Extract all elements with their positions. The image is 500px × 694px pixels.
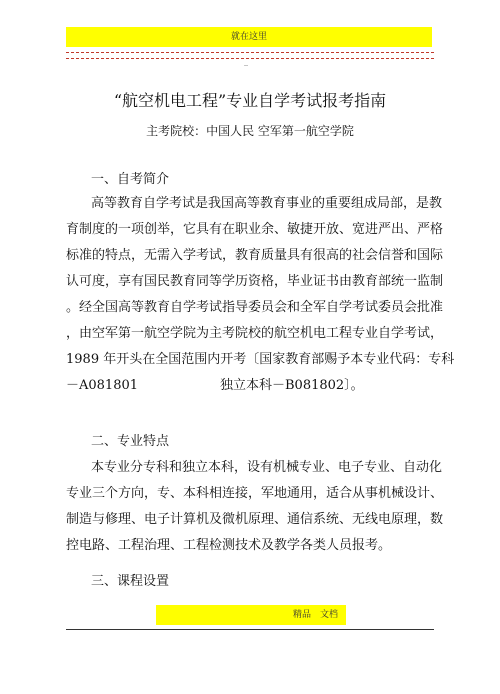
paragraph-line: 本专业分专科和独立本科，设有机械专业、电子专业、自动化 [91, 460, 443, 475]
program-code-bachelor: 独立本科－B081802〕。 [220, 378, 364, 393]
program-code-specialist: －A081801 [66, 378, 139, 393]
paragraph-line: 育制度的一项创举，它具有在职业余、敏捷开放、宽进严出、严格 [66, 222, 444, 237]
footer-rule [66, 629, 434, 630]
paragraph-line: 高等教育自学考试是我国高等教育事业的重要组成局部，是教 [91, 196, 443, 211]
header-text: 就在这里 [230, 32, 267, 42]
paragraph-line: 控电路、工程治理、工程检测技术及教学各类人员报考。 [66, 538, 392, 553]
header-mark: -- [244, 62, 249, 69]
sponsor-line: 主考院校：中国人民 空军第一航空学院 [146, 124, 354, 138]
paragraph-line: 1989 年开头在全国范围内开考〔国家教育部赐予本专业代码：专科 [66, 352, 455, 367]
header-dashed-line-bottom [66, 58, 434, 59]
paragraph-line: ，由空军第一航空学院为主考院校的航空机电工程专业自学考试， [66, 326, 444, 341]
document-title: “航空机电工程”专业自学考试报考指南 [113, 91, 387, 110]
paragraph-line [66, 373, 435, 399]
paragraph-line: 制造与修理、电子计算机及微机原理、通信系统、无线电原理，数 [66, 512, 444, 527]
section-heading-curriculum: 三、课程设置 [91, 574, 170, 589]
section-heading-features: 二、专业特点 [91, 434, 170, 449]
section-heading-intro: 一、自考简介 [91, 172, 170, 187]
footer-text: 精品 文档 [292, 610, 338, 620]
paragraph-line: 。经全国高等教育自学考试指导委员会和全军自学考试委员会批准 [66, 300, 444, 315]
paragraph-line: 标准的特点，无需入学考试，教育质量具有很高的社会信誉和国际 [66, 248, 444, 263]
header-dashed-line-top [66, 52, 434, 53]
footer-highlight-band [156, 605, 346, 625]
header-highlight-band [66, 27, 432, 47]
paragraph-line: 认可度，享有国民教育同等学历资格，毕业证书由教育部统一监制 [66, 274, 444, 289]
paragraph-line: 专业三个方向，专、本科相连接，军地通用，适合从事机械设计、 [66, 486, 444, 501]
